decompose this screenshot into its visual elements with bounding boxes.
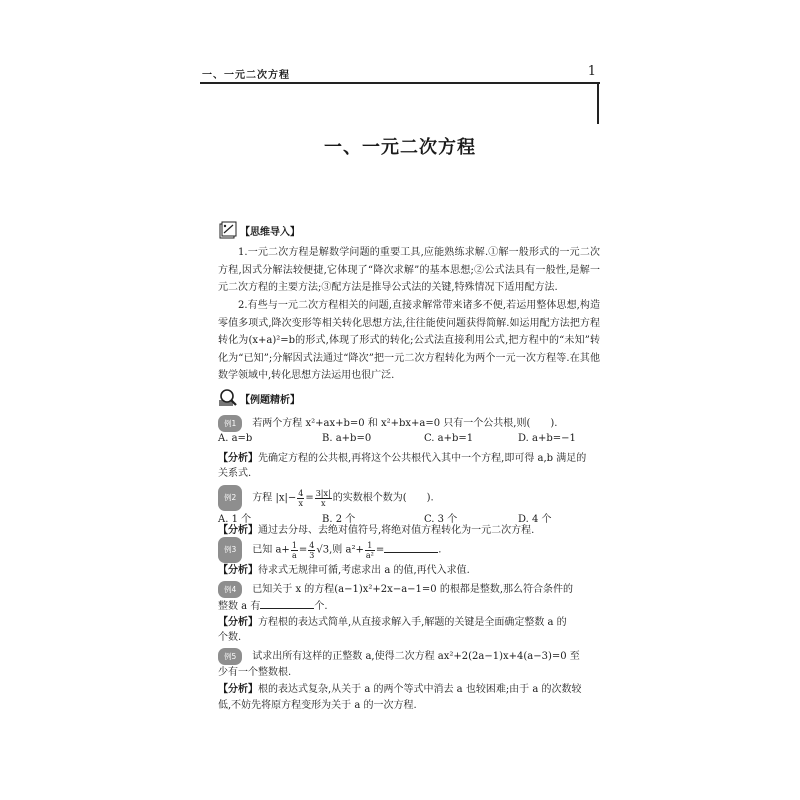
answer-blank xyxy=(384,542,438,553)
example-5-analysis-cont: 低,不妨先将原方程变形为关于 a 的一次方程. xyxy=(218,700,417,711)
analysis-label: 【分析】 xyxy=(218,453,258,464)
fraction: $\frac{3|x|}{x}$ xyxy=(315,488,331,508)
example-5-question-cont: 少有一个整数根. xyxy=(218,667,292,678)
example-5-question: 例5 试求出所有这样的正整数 a,使得二次方程 ax²+2(2a−1)x+4(a−3)=0 至 xyxy=(218,648,600,665)
example-4-question-cont: 整数 a 有 个. xyxy=(218,598,600,614)
running-title: 一、一元二次方程 xyxy=(202,70,290,81)
option-d: D. a+b=−1 xyxy=(518,433,576,444)
option-d: D. 4 个 xyxy=(518,514,552,525)
examples-label: 【例题精析】 xyxy=(240,394,300,406)
intro-paragraph-1: 1.一元二次方程是解数学问题的重要工具,应能熟练求解.①解一般形式的一元二次方程,因式分解法较便捷,它体现了“降次求解”的基本思想;②公式法具有一般性,是解一元二次方程的主要方法;③配方法是推导公式法的关键,特殊情况下适用配方法. xyxy=(218,247,600,293)
fraction: $\frac{1}{\text{a²}}$ xyxy=(365,540,374,560)
option-c: C. 3 个 xyxy=(424,514,458,525)
page-number: 1 xyxy=(587,64,596,79)
examples-section-heading xyxy=(218,388,300,408)
option-a: A. a=b xyxy=(218,433,253,444)
example-1-analysis-cont: 关系式. xyxy=(218,468,252,479)
example-badge: 例1 xyxy=(218,415,242,432)
intro-label: 【思维导入】 xyxy=(240,226,300,238)
example-3-analysis: 【分析】待求式无规律可循,考虑求出 a 的值,再代入求值. xyxy=(218,565,470,576)
example-4-question: 例4 已知关于 x 的方程(a−1)x²+2x−a−1=0 的根都是整数,那么符合条件的 xyxy=(218,581,600,598)
magnifier-icon xyxy=(218,388,238,408)
fraction: $\frac{4}{x}$ xyxy=(298,488,304,508)
example-5-analysis: 【分析】根的表达式复杂,从关于 a 的两个等式中消去 a 也较困难;由于 a 的次数较 xyxy=(218,684,582,695)
example-4-analysis-cont: 个数. xyxy=(218,632,242,643)
example-2-question: 例2 方程 |x|− $\frac{4}{x}$ = $\frac{3|x|}{x}$ 的实数根个数为( ). xyxy=(218,485,600,511)
fraction: $\frac{1}{a}$ xyxy=(291,540,297,560)
example-3-question: 例3 已知 a+ $\frac{1}{a}$ = $\frac{4}{3}$ √3,则 a²+ $\frac{1}{\text{a²}}$ = . xyxy=(218,537,600,563)
header-corner-line xyxy=(597,82,599,124)
analysis-label: 【分析】 xyxy=(218,617,258,628)
example-badge: 例3 xyxy=(218,537,242,563)
option-a: A. 1 个 xyxy=(218,514,252,525)
answer-blank xyxy=(260,598,314,609)
example-4-analysis: 【分析】方程根的表达式简单,从直接求解入手,解题的关键是全面确定整数 a 的 xyxy=(218,617,567,628)
example-1-options xyxy=(218,433,600,448)
intro-section-heading xyxy=(218,220,300,240)
intro-paragraph-2: 2.有些与一元二次方程相关的问题,直接求解常带来诸多不便,若运用整体思想,构造零值多项式,降次变形等相关转化思想方法,往往能使问题获得简解.如运用配方法把方程转化为(x+a)²=b的形式,体现了形式的转化;公式法直接利用公式,把方程中的“未知”转化为“已知”;分解因式法通过“降次”把一元二次方程转化为两个一元一次方程等.在其他数学领域中,转化思想方法运用也很广泛. xyxy=(218,300,600,381)
example-2-analysis: 【分析】通过去分母、去绝对值符号,将绝对值方程转化为一元二次方程. xyxy=(218,525,535,536)
analysis-label: 【分析】 xyxy=(218,684,258,695)
option-c: C. a+b=1 xyxy=(424,433,474,444)
example-1-question: 例1 若两个方程 x²+ax+b=0 和 x²+bx+a=0 只有一个公共根,则( ). xyxy=(218,415,600,432)
example-badge: 例2 xyxy=(218,485,242,511)
fraction: $\frac{4}{3}$ xyxy=(309,540,315,560)
example-1-analysis: 【分析】先确定方程的公共根,再将这个公共根代入其中一个方程,即可得 a,b 满足的 xyxy=(218,453,587,464)
option-b: B. 2 个 xyxy=(322,514,356,525)
analysis-label: 【分析】 xyxy=(218,565,258,576)
header-rule xyxy=(200,82,600,84)
thinking-icon xyxy=(218,220,238,240)
example-badge: 例4 xyxy=(218,581,242,598)
chapter-title: 一、一元二次方程 xyxy=(324,137,476,158)
example-badge: 例5 xyxy=(218,648,242,665)
option-b: B. a+b=0 xyxy=(322,433,372,444)
analysis-label: 【分析】 xyxy=(218,525,258,536)
